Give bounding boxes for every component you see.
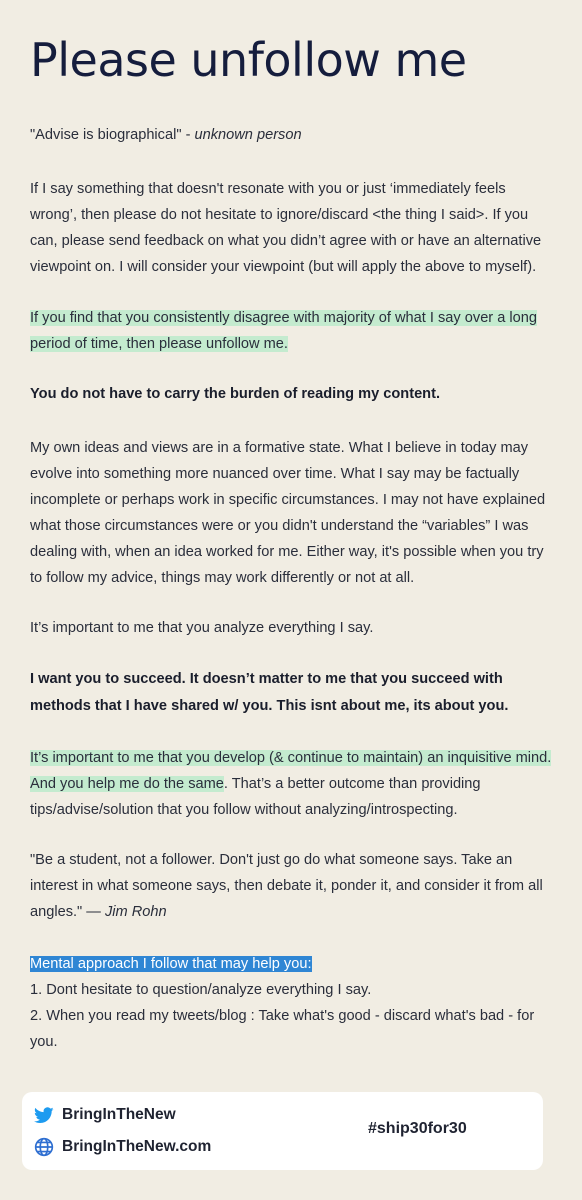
globe-icon [34,1137,54,1157]
opening-quote [30,122,552,148]
paragraph-unfollow [30,305,552,357]
paragraph-inquisitive [30,745,552,823]
website-link: BringInTheNew.com [62,1138,212,1155]
closing-quote-text: "Be a student, not a follower. Don't just go do what someone says. Take an interest in what someone says, then debate it, ponder it, and consider it from all angles." — [30,852,543,920]
paragraph-feedback: If I say something that doesn't resonate with you or just ‘immediately feels wrong’, then please do not hesitate to ignore/discard <the thing I said>. If you can, please send feedback on what you didn’t agree with or have an alternative viewpoint on. I will consider your viewpoint (but will apply the above to myself). [30,181,542,275]
approach-heading [30,951,552,977]
list-item: 1. Dont hesitate to question/analyze everything I say. [30,982,372,998]
twitter-bird-icon [34,1107,54,1124]
paragraph-inquisitive-rest: . That’s a better outcome than providing tips/advise/solution that you follow without analyzing/introspecting. [30,776,481,818]
twitter-handle: BringInTheNew [62,1106,176,1123]
opening-quote-author: unknown person [194,127,302,143]
list-item: 2. When you read my tweets/blog : Take what's good - discard what's bad - for you. [30,1008,535,1050]
approach-heading-text: Mental approach I follow that may help you: [30,956,312,972]
approach-list [30,951,552,1055]
paragraph-analyze: It’s important to me that you analyze everything I say. [30,620,374,636]
paragraph-succeed: I want you to succeed. It doesn’t matter to me that you succeed with methods that I have shared w/ you. This isnt about me, its about you. [30,671,509,714]
website-row[interactable] [34,1137,211,1157]
paragraph-formative: My own ideas and views are in a formative state. What I believe in today may evolve into something more nuanced over time. What I say may be factually incomplete or perhaps work in specific circumstances. I may not have explained what those circumstances were or you didn't understand the “variables” I was dealing with, when an idea worked for me. Either way, it's possible when you try to follow my advice, things may work differently or not at all. [30,440,546,586]
closing-quote-author: Jim Rohn [104,904,167,920]
hashtag: #ship30for30 [368,1120,467,1137]
page-title: Please unfollow me [30,33,467,87]
highlighted-text: It’s important to me that you develop (& continue to maintain) an inquisitive mind. And you help me do the same [30,750,552,792]
closing-quote [30,847,552,925]
opening-quote-text: "Advise is biographical" - [30,127,195,143]
author-footer-card [22,1092,543,1170]
twitter-handle-row[interactable] [34,1106,176,1124]
highlighted-text: If you find that you consistently disagree with majority of what I say over a long period of time, then please unfollow me. [30,310,537,352]
paragraph-burden: You do not have to carry the burden of reading my content. [30,386,441,402]
